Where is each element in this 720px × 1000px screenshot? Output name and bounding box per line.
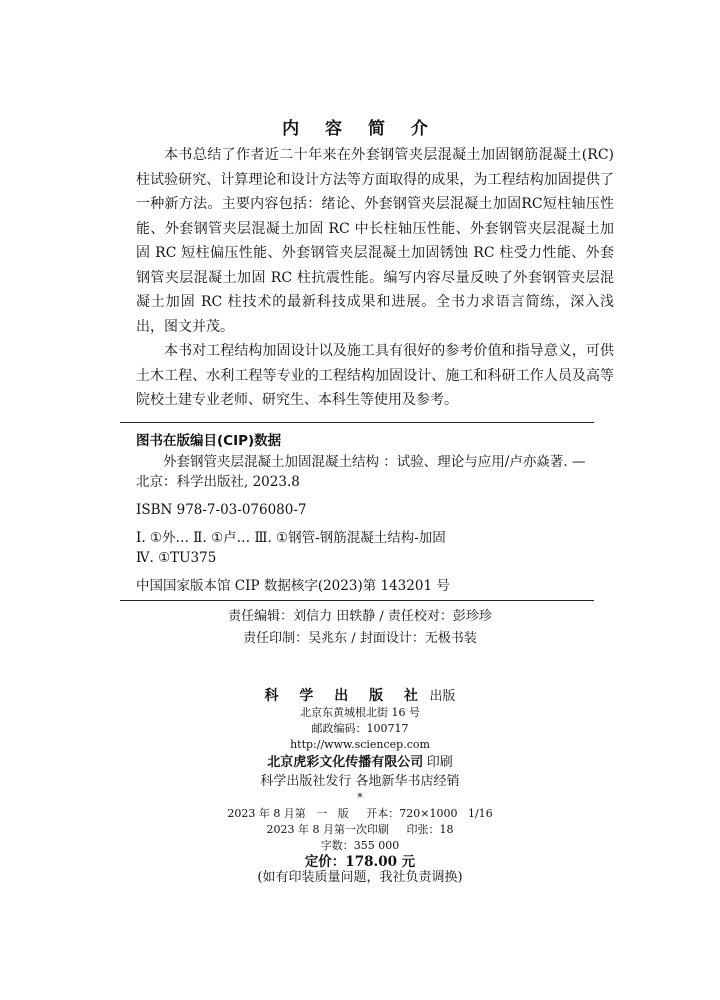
price: 定价：178.00 元 <box>304 854 416 870</box>
cip-classification-1: Ⅰ. ①外… Ⅱ. ①卢… Ⅲ. ①钢管-钢筋混凝土结构-加固 <box>136 530 446 546</box>
separator-star: * <box>357 791 363 804</box>
publisher-url: http://www.sciencep.com <box>290 738 430 751</box>
cip-classification-2: Ⅳ. ①TU375 <box>136 550 217 566</box>
publisher-line <box>0 688 720 705</box>
summary-paragraph-1: 本书总结了作者近二十年来在外套钢管夹层混凝土加固钢筋混凝土(RC)柱试验研究、计算理论和设计方法等方面取得的成果，为工程结构加固提供了一种新方法。主要内容包括：绪论、外套钢管夹层混凝土加固RC短柱轴压性能、外套钢管夹层混凝土加固 RC 中长柱轴压性能、外套钢管夹层混凝土加固 RC 短柱偏压性能、外套钢管夹层混凝土加固锈蚀 RC 柱受力性能、外套钢管夹层混凝土加固 RC 柱抗震性能。编写内容尽量反映了外套钢管夹层混凝土加固 RC 柱技术的最新科技成果和进展。全书力求语言简练，深入浅出，图文并茂。 <box>136 147 614 335</box>
cip-approval-number: 中国国家版本馆 CIP 数据核字(2023)第 143201 号 <box>136 578 450 594</box>
page-title: 内 容 简 介 <box>282 119 438 139</box>
distribution-line: 科学出版社发行 各地新华书店经销 <box>260 774 460 789</box>
publisher-name: 科 学 出 版 社 <box>264 688 426 704</box>
summary-section <box>136 143 614 413</box>
cip-bottom-divider <box>120 600 594 601</box>
cip-body <box>136 452 596 596</box>
printing-line: 2023 年 8 月第一次印刷 印张：18 <box>266 823 454 836</box>
quality-notice: (如有印装质量问题，我社负责调换) <box>257 870 463 885</box>
edition-line: 2023 年 8 月第 一 版 开本：720×1000 1/16 <box>227 807 493 820</box>
cip-bibliographic-line: 外套钢管夹层混凝土加固混凝土结构 ：试验、理论与应用/卢亦焱著. —北京：科学出版社, 2023.8 <box>136 454 586 490</box>
credits-section <box>0 606 720 650</box>
summary-paragraph-2: 本书对工程结构加固设计以及施工具有很好的参考价值和指导意义，可供土木工程、水利工程等专业的工程结构加固设计、施工和科研工作人员及高等院校土建专业老师、研究生、本科生等使用及参考。 <box>136 343 614 408</box>
publisher-suffix: 出版 <box>429 689 456 704</box>
printer-line <box>0 755 720 771</box>
credits-production: 责任印制：吴兆东 / 封面设计：无极书装 <box>243 631 477 646</box>
cip-isbn: ISBN 978-7-03-076080-7 <box>136 502 307 518</box>
credits-editors: 责任编辑：刘信力 田轶静 / 责任校对：彭珍珍 <box>228 609 492 624</box>
cip-top-divider <box>120 422 594 423</box>
word-count: 字数：355 000 <box>320 839 400 852</box>
publisher-postcode: 邮政编码：100717 <box>311 722 409 735</box>
printer-name: 北京虎彩文化传播有限公司 <box>267 755 424 770</box>
printer-suffix: 印刷 <box>426 755 453 770</box>
publisher-address: 北京东黄城根北街 16 号 <box>300 706 420 719</box>
cip-heading: 图书在版编目(CIP)数据 <box>136 433 282 449</box>
publisher-section <box>0 688 720 886</box>
